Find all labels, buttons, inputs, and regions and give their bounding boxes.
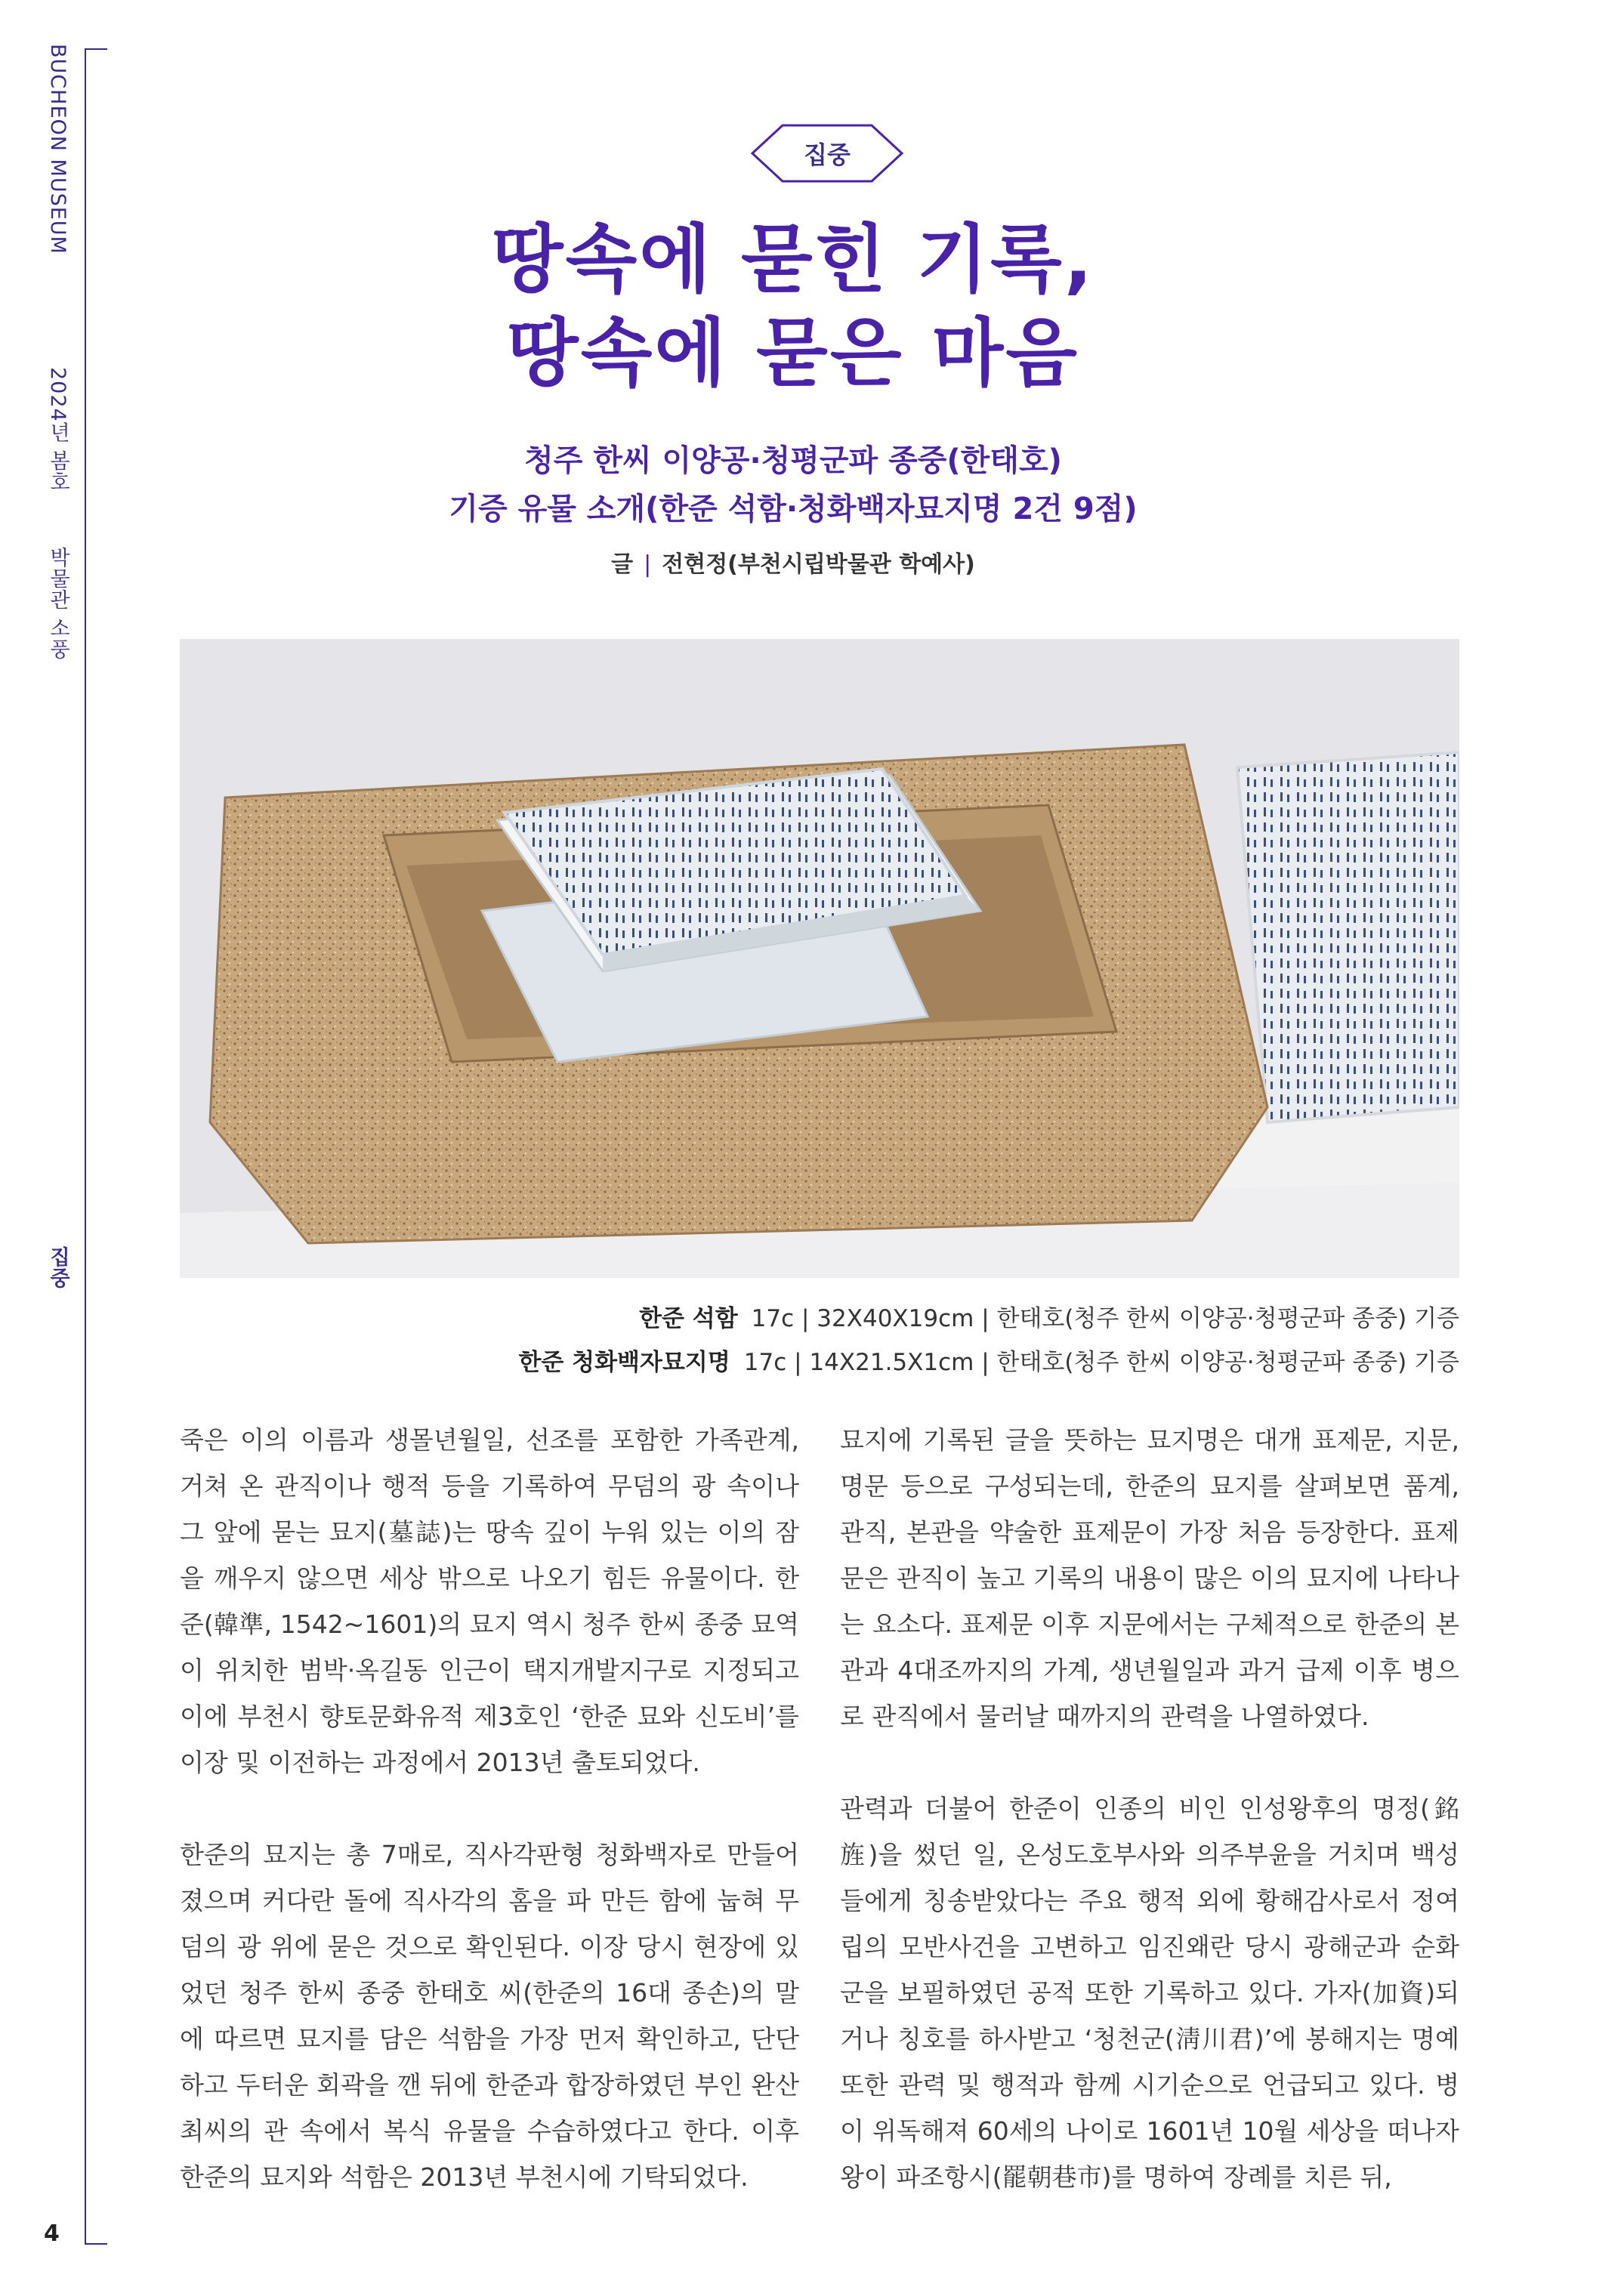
section-tag-label: 집중	[804, 140, 851, 169]
caption-name: 한준 청화백자묘지명	[518, 1349, 730, 1376]
body-column-right	[840, 1417, 1459, 2246]
body-column-left	[180, 1417, 799, 2246]
body-paragraph: 관력과 더불어 한준이 인종의 비인 인성왕후의 명정(銘旌)을 썼던 일, 온성도호부사와 의주부윤을 거치며 백성들에게 칭송받았다는 주요 행적 외에 황해감사로서 정여립의 모반사건을 고변하고 임진왜란 당시 광해군과 순화군을 보필하였던 공적 또한 기록하고 있다. 가자(加資)되거나 칭호를 하사받고 ‘청천군(淸川君)’에 봉해지는 명예 또한 관력 및 행적과 함께 시기순으로 언급되고 있다. 병이 위독해져 60세의 나이로 1601년 10월 세상을 떠나자 왕이 파조항시(罷朝巷市)를 명하여 장례를 치른 뒤,	[840, 1794, 1459, 2192]
artifact-photo	[180, 639, 1459, 1278]
title-line-2: 땅속에 묻은 마음	[507, 310, 1079, 397]
page-title	[227, 213, 1360, 400]
stone-box-illustration	[180, 639, 1459, 1278]
byline-separator: |	[644, 551, 652, 578]
page-number: 4	[44, 2220, 60, 2247]
subtitle	[227, 437, 1360, 533]
sidebar-rule-bottom-tick	[85, 2243, 107, 2245]
body-paragraph: 묘지에 기록된 글을 뜻하는 묘지명은 대개 표제문, 지문, 명문 등으로 구성되는데, 한준의 묘지를 살펴보면 품계, 관직, 본관을 약술한 표제문이 가장 처음 등장한다. 표제문은 관직이 높고 기록의 내용이 많은 이의 묘지에 나타나는 요소다. 표제문 이후 지문에서는 구체적으로 한준의 본관과 4대조까지의 가계, 생년월일과 과거 급제 이후 병으로 관직에서 물러날 때까지의 관력을 나열하였다.	[840, 1425, 1459, 1731]
column-label: 박물관 소풍	[46, 547, 69, 660]
caption-detail: 17c | 32X40X19cm | 한태호(청주 한씨 이양공·청평군파 종중) 기증	[751, 1305, 1459, 1332]
title-line-1: 땅속에 묻힌 기록,	[491, 217, 1095, 303]
section-tag	[739, 121, 915, 186]
sidebar-rule	[85, 48, 86, 2245]
byline	[302, 545, 1284, 579]
caption-name: 한준 석함	[639, 1305, 738, 1332]
sidebar-rule-top-tick	[85, 48, 107, 50]
byline-author: 전현정(부천시립박물관 학예사)	[662, 551, 975, 578]
caption-epitaph	[180, 1343, 1459, 1377]
magazine-brand: BUCHEON MUSEUM	[46, 44, 69, 255]
subtitle-line-1: 청주 한씨 이양공·청평군파 종중(한태호)	[524, 443, 1062, 478]
subtitle-line-2: 기증 유물 소개(한준 석함·청화백자묘지명 2건 9점)	[449, 492, 1138, 526]
byline-label: 글	[611, 551, 634, 578]
body-paragraph: 한준의 묘지는 총 7매로, 직사각판형 청화백자로 만들어졌으며 커다란 돌에 직사각의 홈을 파 만든 함에 눕혀 무덤의 광 위에 묻은 것으로 확인된다. 이장 당시 현장에 있었던 청주 한씨 종중 한태호 씨(한준의 16대 종손)의 말에 따르면 묘지를 담은 석함을 가장 먼저 확인하고, 단단하고 두터운 회곽을 깬 뒤에 한준과 합장하였던 부인 완산 최씨의 관 속에서 복식 유물을 수습하였다고 한다. 이후 한준의 묘지와 석함은 2013년 부천시에 기탁되었다.	[180, 1840, 799, 2192]
caption-stone-box	[180, 1299, 1459, 1333]
body-paragraph: 죽은 이의 이름과 생몰년월일, 선조를 포함한 가족관계, 거쳐 온 관직이나 행적 등을 기록하여 무덤의 광 속이나 그 앞에 묻는 묘지(墓誌)는 땅속 깊이 누워 있는 이의 잠을 깨우지 않으면 세상 밖으로 나오기 힘든 유물이다. 한준(韓準, 1542~1601)의 묘지 역시 청주 한씨 종중 묘역이 위치한 범박·옥길동 인근이 택지개발지구로 지정되고 이에 부천시 향토문화유적 제3호인 ‘한준 묘와 신도비’를 이장 및 이전하는 과정에서 2013년 출토되었다.	[180, 1425, 799, 1777]
caption-detail: 17c | 14X21.5X1cm | 한태호(청주 한씨 이양공·청평군파 종중) 기증	[743, 1349, 1459, 1376]
issue-label: 2024년 봄호	[46, 367, 69, 493]
section-label: 집중	[46, 1246, 69, 1288]
